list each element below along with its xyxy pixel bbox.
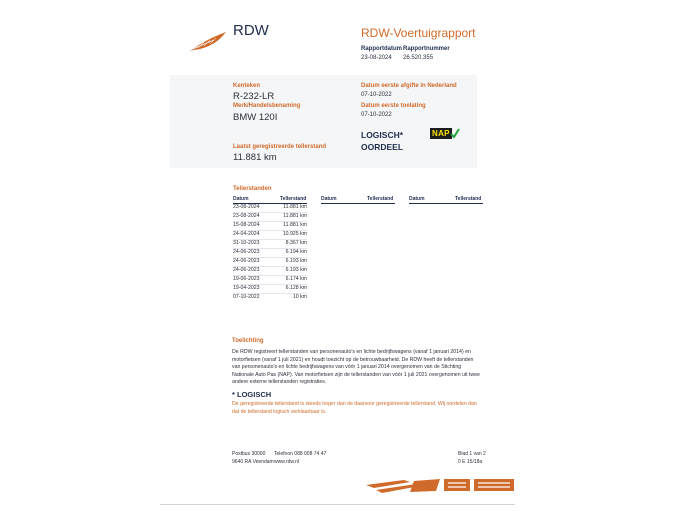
footer-postbus: Postbus 30000 bbox=[232, 451, 266, 457]
row-datum: 24-04-2024 bbox=[233, 231, 260, 237]
nap-logo-text: NAP bbox=[432, 129, 450, 138]
oordeel-line2: OORDEEL bbox=[361, 142, 404, 152]
rapportdatum-value: 23-08-2024 bbox=[361, 55, 392, 61]
table-row bbox=[233, 294, 307, 303]
eerste-afgifte-value: 07-10-2022 bbox=[361, 92, 392, 98]
row-stand: 11.881 km bbox=[283, 213, 307, 219]
table-row bbox=[233, 222, 307, 231]
rdw-feather-logo-icon bbox=[186, 30, 228, 54]
table-row bbox=[233, 249, 307, 258]
logisch-heading: * LOGISCH bbox=[232, 390, 272, 399]
row-stand: 6.174 km bbox=[285, 276, 307, 282]
brand-name: RDW bbox=[233, 22, 269, 39]
toelichting-title: Toelichting bbox=[232, 338, 264, 344]
row-stand: 6.128 km bbox=[285, 285, 307, 291]
rapportnummer-value: 26.520.355 bbox=[403, 55, 434, 61]
col-datum-2: Datum bbox=[321, 196, 337, 202]
table-row bbox=[233, 231, 307, 240]
table-row bbox=[233, 258, 307, 267]
row-stand: 6.193 km bbox=[285, 258, 307, 264]
tellerstanden-title: Tellerstanden bbox=[233, 186, 272, 192]
row-datum: 23-08-2024 bbox=[233, 213, 260, 219]
footer-website: www.rdw.nl bbox=[274, 459, 300, 465]
table-row bbox=[233, 276, 307, 285]
table-header-line-2 bbox=[321, 203, 395, 204]
rapportnummer-label: Rapportnummer bbox=[403, 46, 450, 52]
report-title: RDW-Voertuigrapport bbox=[361, 26, 476, 40]
row-stand: 10 km bbox=[292, 294, 307, 300]
footer-telefoon: Telefoon 088 008 74 47 bbox=[274, 451, 327, 457]
table-header-line-3 bbox=[409, 203, 483, 204]
kenteken-label: Kenteken bbox=[233, 83, 261, 89]
row-stand: 6.193 km bbox=[285, 267, 307, 273]
row-datum: 24-06-2023 bbox=[233, 249, 260, 255]
eerste-toelating-label: Datum eerste toelating bbox=[361, 103, 426, 109]
row-stand: 11.881 km bbox=[283, 222, 307, 228]
eerste-toelating-value: 07-10-2022 bbox=[361, 112, 392, 118]
row-datum: 24-06-2023 bbox=[233, 267, 260, 273]
row-datum: 24-06-2023 bbox=[233, 258, 260, 264]
logisch-text: De geregistreerde tellerstand is steeds hoger dan de daarvoor geregistreerde tellerstand. Wij oordelen dan dat de tellerstand logisch verklaarbaar is. bbox=[232, 401, 477, 415]
table-row bbox=[233, 213, 307, 222]
tellerstand-label: Laatst geregistreerde tellerstand bbox=[233, 144, 327, 150]
oordeel-line1: LOGISCH* bbox=[361, 130, 404, 140]
row-stand: 8.367 km bbox=[285, 240, 307, 246]
kenteken-value: R-232-LR bbox=[233, 91, 275, 102]
eerste-afgifte-label: Datum eerste afgifte in Nederland bbox=[361, 83, 457, 89]
footer-blad: Blad 1 van 2 bbox=[458, 451, 486, 457]
row-datum: 19-04-2023 bbox=[233, 285, 260, 291]
col-tellerstand-2: Tellerstand bbox=[367, 196, 394, 202]
table-row bbox=[233, 285, 307, 294]
rapportdatum-label: Rapportdatum bbox=[361, 46, 402, 52]
rdw-footer-stripes-graphic bbox=[364, 476, 516, 494]
table-row bbox=[233, 267, 307, 276]
row-datum: 31-10-2023 bbox=[233, 240, 260, 246]
col-tellerstand-3: Tellerstand bbox=[455, 196, 482, 202]
row-datum: 19-06-2023 bbox=[233, 276, 260, 282]
row-datum: 07-10-2022 bbox=[233, 294, 260, 300]
page-bottom-line bbox=[160, 504, 515, 505]
merk-value: BMW 120I bbox=[233, 112, 278, 123]
table-row bbox=[233, 204, 307, 213]
footer-code: 0 E 15/18a bbox=[458, 459, 483, 465]
report-page bbox=[160, 0, 515, 514]
nap-logo bbox=[430, 128, 460, 139]
row-stand: 10.925 km bbox=[282, 231, 307, 237]
tellerstand-value: 11.881 km bbox=[233, 152, 277, 163]
table-row bbox=[233, 240, 307, 249]
row-stand: 6.194 km bbox=[285, 249, 307, 255]
row-datum: 23-08-2024 bbox=[233, 204, 260, 210]
col-datum-3: Datum bbox=[409, 196, 425, 202]
col-datum-1: Datum bbox=[233, 196, 249, 202]
footer-city: 9640 RA Veendam bbox=[232, 459, 274, 465]
checkmark-icon bbox=[450, 128, 460, 139]
row-datum: 15-08-2024 bbox=[233, 222, 260, 228]
row-stand: 11.881 km bbox=[283, 204, 307, 210]
toelichting-paragraph: De RDW registreert tellerstanden van personenauto's en lichte bedrijfswagens (vanaf 1 januari 2014) en motorfietsen (vanaf 1 juli 2021) en houdt toezicht op de betrouwbaarheid. De RDW heeft de tellerstanden van personenauto's en lichte bedrijfswagens van vóór 1 januari 2014 overgenomen van de Stichting Nationale Auto Pas (NAP). Van motorfietsen zijn de tellerstanden van vóór 1 juli 2021 overgenomen uit twee andere externe tellerstanden registraties. bbox=[232, 349, 480, 386]
merk-label: Merk/Handelsbenaming bbox=[233, 103, 301, 109]
col-tellerstand-1: Tellerstand bbox=[280, 196, 307, 202]
